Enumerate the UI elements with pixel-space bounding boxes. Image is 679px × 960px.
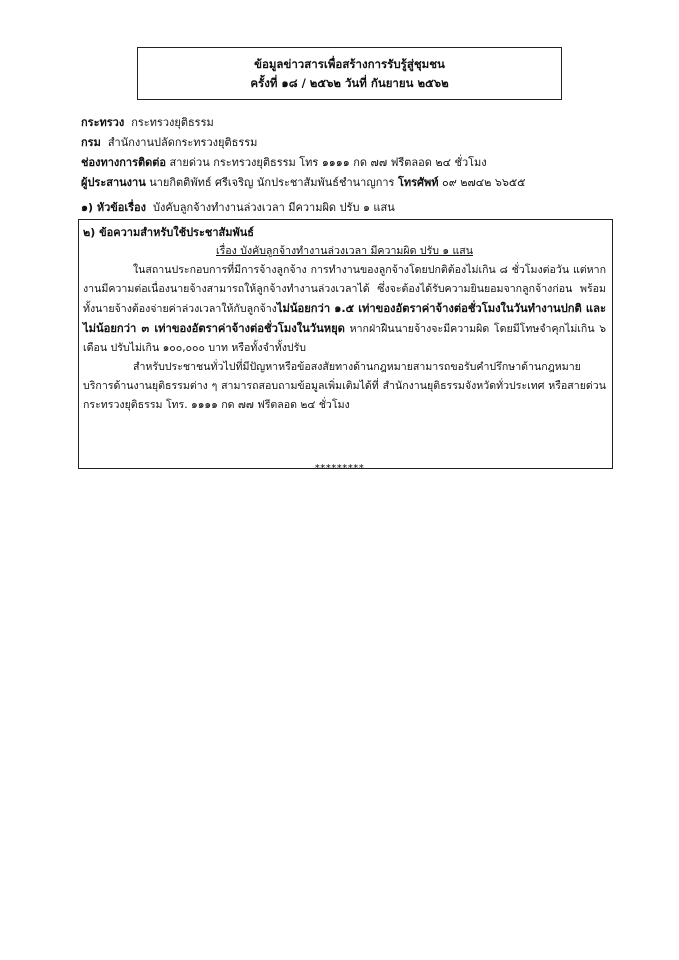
phone-value: ๐๙ ๒๗๔๒ ๖๖๕๕ — [442, 176, 526, 189]
pr-message-subject: เรื่อง บังคับลูกจ้างทำงานล่วงเวลา มีความผิด ปรับ ๑ แสน — [216, 245, 473, 257]
paragraph-1-penalty: หากฝ่าฝืนนายจ้างจะมีความผิด โดยมีโทษจำคุกไม่เกิน ๖ เดือน ปรับไม่เกิน ๑๐๐,๐๐๐ บาท หรือทั้งจำทั้งปรับ — [83, 323, 606, 354]
coordinator-value: นายกิตติพัทธ์ ศรีเจริญ นักประชาสัมพันธ์ชำนาญการ — [149, 176, 395, 189]
topic-value: บังคับลูกจ้างทำงานล่วงเวลา มีความผิด ปรับ ๑ แสน — [153, 201, 395, 214]
paragraph-1-intro: ในสถานประกอบการที่มีการจ้างลูกจ้าง การทำงานของลูกจ้างโดยปกติต้องไม่เกิน ๘ ชั่วโมงต่อวัน แต่หากงานมีความต่อเนื่องนายจ้างสามารถให้ลูกจ้างทำงานล่วงเวลาได้ ซึ่งจะต้องได้รับความยินยอมจากลูกจ้างก่อน พร้อมทั้งนายจ้างต้องจ่ายค่าล่วงเวลาให้กับลูกจ้าง — [83, 264, 606, 315]
contact-value: สายด่วน กระทรวงยุติธรรม โทร ๑๑๑๑ กด ๗๗ ฟรีตลอด ๒๔ ชั่วโมง — [169, 156, 487, 169]
topic-label: ๑) หัวข้อเรื่อง — [81, 201, 147, 214]
topic-line — [81, 201, 395, 215]
pr-paragraph-1 — [83, 261, 606, 358]
coordinator-label: ผู้ประสานงาน — [81, 176, 146, 189]
pr-paragraph-2: สำหรับประชาชนทั่วไปที่มีปัญหาหรือข้อสงสัยทางด้านกฎหมายสามารถขอรับคำปรึกษาด้านกฎหมาย บริการด้านงานยุติธรรมต่าง ๆ สามารถสอบถามข้อมูลเพิ่มเติมได้ที่ สำนักงานยุติธรรมจังหวัดทั่วประเทศ หรือสายด่วน กระทรวงยุติธรรม โทร. ๑๑๑๑ กด ๗๗ ฟรีตลอด ๒๔ ชั่วโมง — [83, 361, 606, 411]
coordinator-line — [81, 176, 525, 190]
phone-label: โทรศัพท์ — [397, 176, 439, 189]
department-line — [81, 136, 257, 150]
department-label: กรม — [81, 136, 101, 149]
contact-line — [81, 156, 487, 170]
ministry-line — [81, 116, 214, 130]
title-box — [137, 47, 562, 100]
ministry-value: กระทรวงยุติธรรม — [131, 116, 214, 129]
document-issue-date: ครั้งที่ ๑๘ / ๒๕๖๒ วันที่ กันยายน ๒๕๖๒ — [250, 75, 449, 90]
contact-label: ช่องทางการติดต่อ — [81, 156, 167, 169]
pr-message-box — [78, 219, 613, 469]
department-value: สำนักงานปลัดกระทรวงยุติธรรม — [107, 136, 258, 149]
document-title: ข้อมูลข่าวสารเพื่อสร้างการรับรู้สู่ชุมชน — [254, 56, 445, 71]
pr-message-heading: ๒) ข้อความสำหรับใช้ประชาสัมพันธ์ — [83, 226, 254, 239]
end-marker: ********* — [314, 463, 365, 474]
paragraph-1-highlight: ไม่น้อยกว่า ๑.๕ เท่าของอัตราค่าจ้างต่อชั่วโมงในวันทำงานปกติ และไม่น้อยกว่า ๓ เท่าของอัตราค่าจ้างต่อชั่วโมงในวันหยุด — [83, 302, 606, 335]
ministry-label: กระทรวง — [81, 116, 125, 129]
